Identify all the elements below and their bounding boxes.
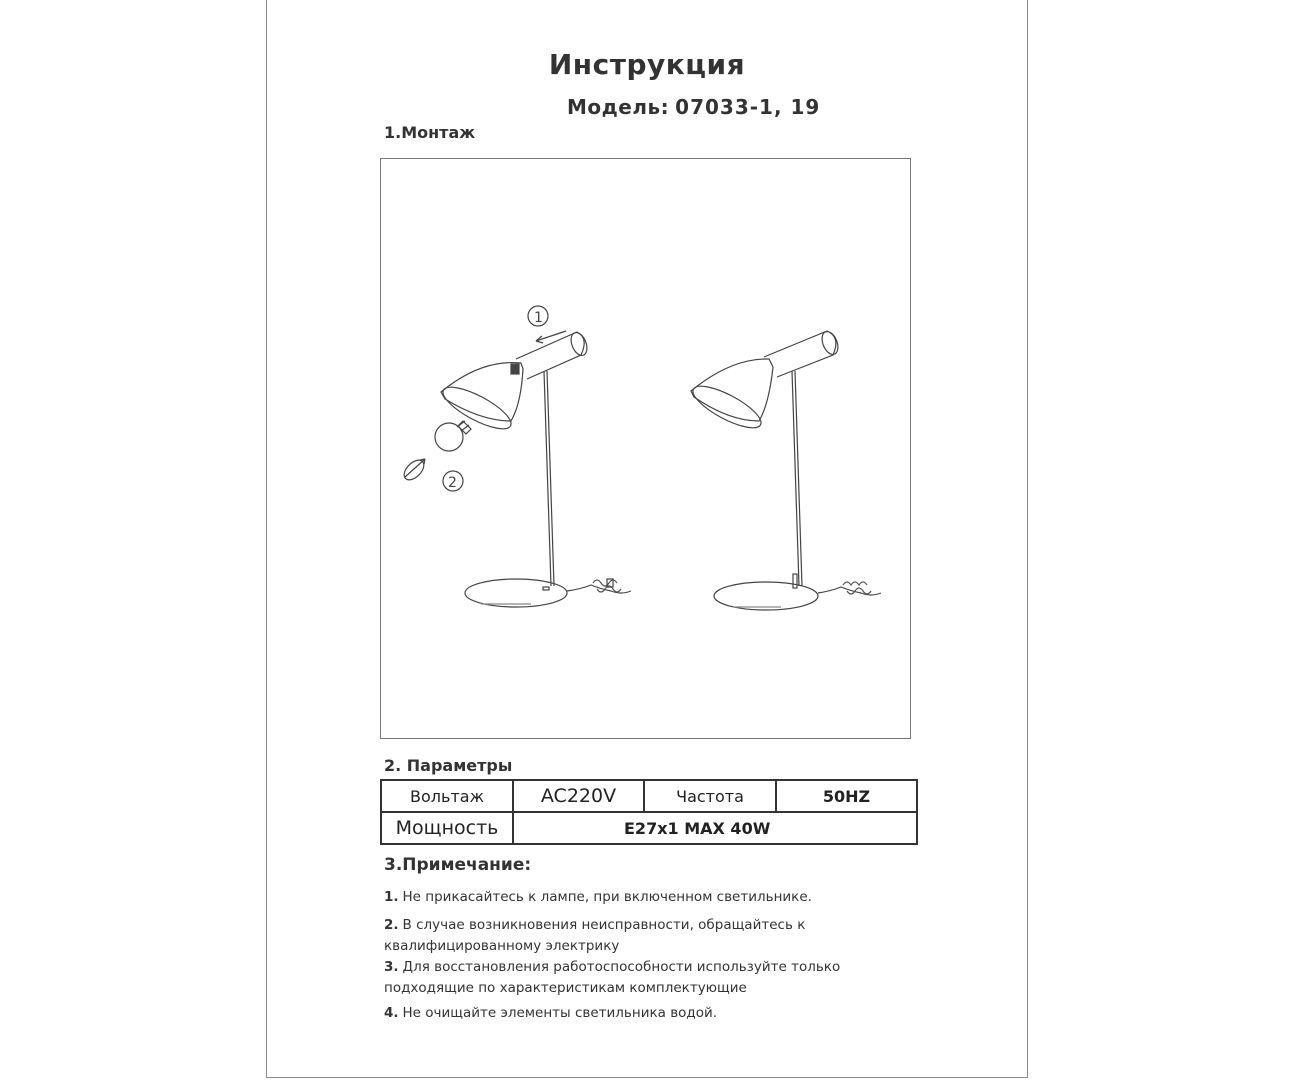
notes-list xyxy=(384,887,924,1024)
note-number: 2. xyxy=(384,917,399,933)
lamp-base-right xyxy=(714,582,818,610)
section-params-heading: 2. Параметры xyxy=(384,756,513,775)
voltage-value: AC220V xyxy=(513,780,644,812)
table-row xyxy=(381,812,917,844)
step1-label: 1 xyxy=(534,310,543,326)
lamp-assembled-illustration xyxy=(688,329,881,610)
lamp-disassembled-illustration xyxy=(401,306,631,607)
note-text: В случае возникновения неисправности, обращайтесь к квалифицированному электрику xyxy=(384,917,806,954)
lamp-arm-left xyxy=(516,332,584,379)
base-switch-left xyxy=(543,587,549,590)
parameters-table xyxy=(380,779,918,845)
frequency-value: 50HZ xyxy=(776,780,917,812)
power-label: Мощность xyxy=(381,812,513,844)
model-number: 07033-1, 19 xyxy=(675,95,821,119)
model-label: Модель: xyxy=(567,95,670,119)
lamp-shade-right xyxy=(691,359,773,421)
list-item xyxy=(384,915,924,957)
section-montage-heading: 1.Монтаж xyxy=(384,123,476,142)
power-value: E27x1 MAX 40W xyxy=(513,812,917,844)
frequency-label: Частота xyxy=(644,780,776,812)
model-line xyxy=(567,95,820,119)
step2-label: 2 xyxy=(448,475,457,491)
instruction-page xyxy=(266,0,1028,1078)
lamp-base-left xyxy=(465,579,567,607)
note-text: Не прикасайтесь к лампе, при включенном светильнике. xyxy=(402,889,812,905)
list-item xyxy=(384,887,924,908)
base-switch-right xyxy=(793,574,797,588)
note-number: 1. xyxy=(384,889,399,905)
note-number: 3. xyxy=(384,959,399,975)
voltage-label: Вольтаж xyxy=(381,780,513,812)
note-text: Для восстановления работоспособности используйте только подходящие по характеристикам комплектующие xyxy=(384,959,841,996)
section-notes-heading: 3.Примечание: xyxy=(384,855,532,875)
assembly-figure xyxy=(380,158,911,739)
note-number: 4. xyxy=(384,1005,399,1021)
shade-joint-left xyxy=(511,364,519,374)
list-item xyxy=(384,1003,924,1024)
assembly-drawing xyxy=(381,159,912,740)
page-title: Инструкция xyxy=(548,48,746,81)
table-row xyxy=(381,780,917,812)
note-text: Не очищайте элементы светильника водой. xyxy=(402,1005,718,1021)
lamp-arm-right xyxy=(764,331,836,377)
list-item xyxy=(384,957,924,999)
